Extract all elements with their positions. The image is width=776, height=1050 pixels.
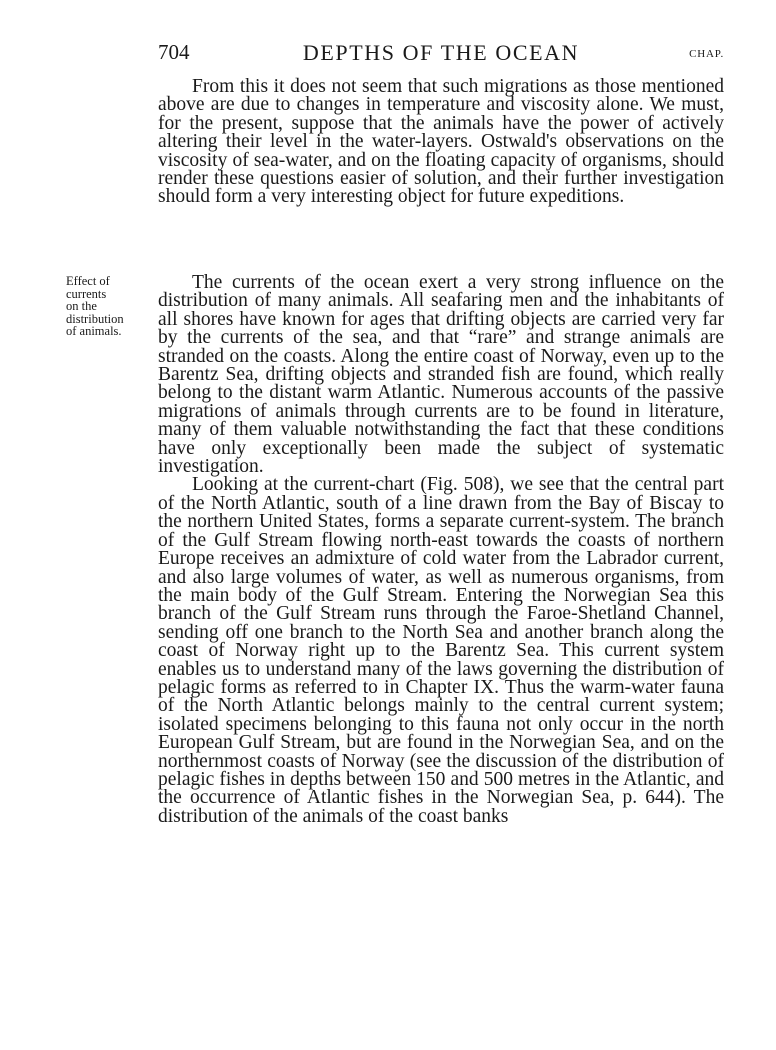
paragraph: From this it does not seem that such migrations as those mentioned above are due to changes in temperature and viscosity alone. We must, for the present, suppose that the animals have the power of actively altering their level in the water-layers. Ostwald's observations on the viscosity of sea-water, and on the floating capacity of organisms, should render these questions easier of solution, and their further investigation should form a very interesting object for future expeditions.: [158, 76, 724, 208]
margin-note-line: distribution: [66, 311, 124, 326]
page-header: [158, 40, 724, 70]
chapter-mark: CHAP.: [689, 48, 724, 60]
margin-note-line: of animals.: [66, 324, 122, 338]
paragraph: The currents of the ocean exert a very strong influence on the distribution of many animals. All seafaring men and the inhabitants of all shores have known for ages that drifting objects are carried very far by the currents of the sea, and that “rare” and strange animals are stranded on the coasts. Along the entire coast of Norway, even up to the Barentz Sea, drifting objects and stranded fish are found, which really belong to the distant warm Atlantic. Numerous accounts of the passive migrations of animals through currents are to be found in literature, many of them valuable notwithstanding the fact that these conditions have only exceptionally been made the subject of systematic investigation.: [158, 272, 724, 478]
running-title: DEPTHS OF THE OCEAN: [302, 40, 580, 65]
body-text-main: [158, 274, 724, 826]
margin-note-line: currents: [66, 286, 107, 301]
margin-note-line: on the: [66, 299, 97, 313]
margin-note-line: Effect of: [66, 274, 110, 288]
body-text-top: [158, 78, 724, 207]
paragraph: Looking at the current-chart (Fig. 508), we see that the central part of the North Atlantic, south of a line drawn from the Bay of Biscay to the northern United States, forms a separate current-system. The branch of the Gulf Stream flowing north-east towards the coasts of northern Europe receives an admixture of cold water from the Labrador current, and also large volumes of water, as well as numerous organisms, from the main body of the Gulf Stream. Entering the Norwegian Sea this branch of the Gulf Stream runs through the Faroe-Shetland Channel, sending off one branch to the North Sea and another branch along the coast of Norway right up to the Barentz Sea. This current system enables us to understand many of the laws governing the distribution of pelagic forms as referred to in Chapter IX. Thus the warm-water fauna of the North Atlantic belongs mainly to the central current system; isolated specimens belonging to this fauna not only occur in the north European Gulf Stream, but are found in the Norwegian Sea, and on the northernmost coasts of Norway (see the discussion of the distribution of pelagic fishes in depths between 150 and 500 metres in the Atlantic, and the occurrence of Atlantic fishes in the Norwegian Sea, p. 644). The distribution of the animals of the coast banks: [158, 474, 724, 827]
margin-note: [66, 275, 156, 338]
page-number: 704: [158, 40, 190, 64]
